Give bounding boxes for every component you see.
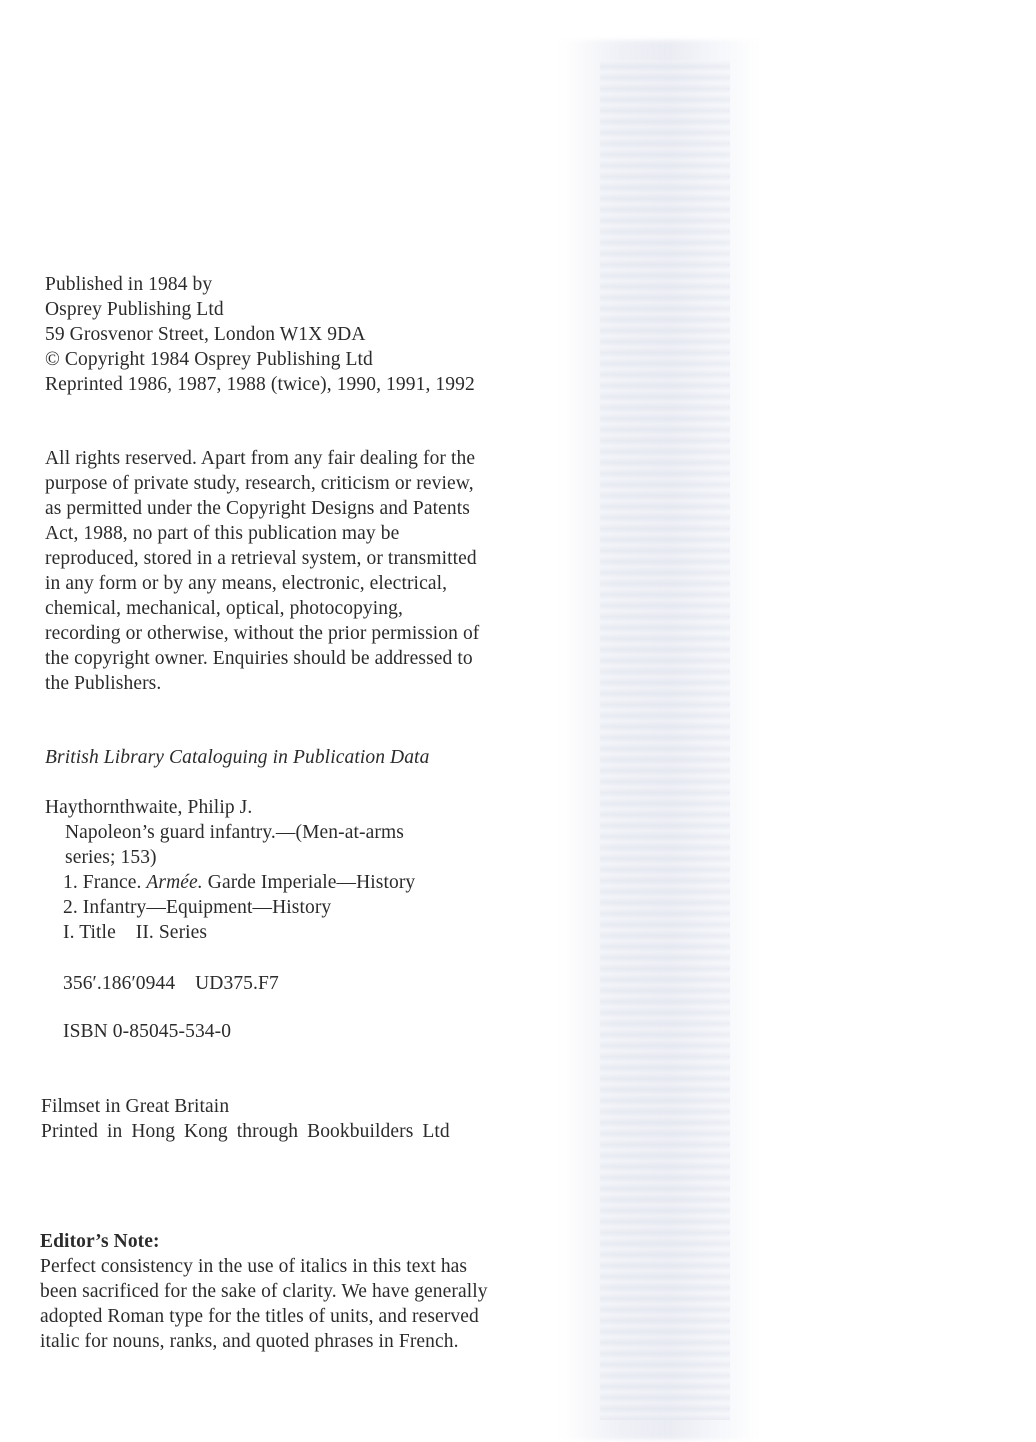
printed-line: Printed in Hong Kong through Bookbuilders Ltd (41, 1121, 450, 1142)
rights-line: All rights reserved. Apart from any fair dealing for the (45, 448, 476, 469)
cip-subject-1-prefix: 1. France. (63, 872, 147, 893)
cip-record (45, 795, 415, 945)
cip-subject-3: I. Title II. Series (63, 922, 208, 943)
cip-heading (45, 745, 429, 770)
rights-line: reproduced, stored in a retrieval system, or transmitted (45, 548, 477, 569)
rights-line: the Publishers. (45, 673, 162, 694)
publication-line: Published in 1984 by (45, 274, 213, 295)
rights-line: purpose of private study, research, criticism or review, (45, 473, 474, 494)
publication-info (45, 272, 475, 397)
cip-subject-2: 2. Infantry—Equipment—History (63, 897, 332, 918)
rights-line: recording or otherwise, without the prior permission of (45, 623, 480, 644)
publication-line: 59 Grosvenor Street, London W1X 9DA (45, 324, 366, 345)
rights-line: as permitted under the Copyright Designs and Patents (45, 498, 470, 519)
editor-note-line: italic for nouns, ranks, and quoted phrases in French. (40, 1331, 459, 1352)
cip-subject-1-suffix: Garde Imperiale—History (202, 872, 416, 893)
cip-author: Haythornthwaite, Philip J. (45, 797, 253, 818)
cip-title-line: Napoleon’s guard infantry.—(Men-at-arms (65, 822, 404, 843)
editor-note (40, 1229, 488, 1354)
rights-line: Act, 1988, no part of this publication may be (45, 523, 400, 544)
scan-bleed-texture (600, 60, 730, 1420)
rights-line: chemical, mechanical, optical, photocopying, (45, 598, 403, 619)
editor-note-line: Perfect consistency in the use of italics in this text has (40, 1256, 468, 1277)
classification-text: 356′.186′0944 UD375.F7 (63, 973, 279, 994)
printing-info (41, 1094, 450, 1144)
rights-line: in any form or by any means, electronic, electrical, (45, 573, 448, 594)
publication-line: Osprey Publishing Ltd (45, 299, 224, 320)
filmset-line: Filmset in Great Britain (41, 1096, 230, 1117)
isbn-text: ISBN 0-85045-534-0 (63, 1021, 232, 1042)
cip-subject-1-italic: Armée. (146, 872, 203, 893)
rights-line: the copyright owner. Enquiries should be addressed to (45, 648, 473, 669)
publication-line: Reprinted 1986, 1987, 1988 (twice), 1990, 1991, 1992 (45, 374, 475, 395)
cip-subject-1 (45, 870, 415, 895)
rights-statement (45, 446, 479, 696)
editor-note-heading: Editor’s Note: (40, 1231, 160, 1252)
editor-note-line: adopted Roman type for the titles of units, and reserved (40, 1306, 479, 1327)
cip-classification (63, 971, 279, 996)
editor-note-line: been sacrificed for the sake of clarity. We have generally (40, 1281, 488, 1302)
cip-title-line: series; 153) (65, 847, 157, 868)
cip-isbn (63, 1019, 231, 1044)
publication-line: © Copyright 1984 Osprey Publishing Ltd (45, 349, 373, 370)
cip-heading-text: British Library Cataloguing in Publication Data (45, 747, 430, 768)
